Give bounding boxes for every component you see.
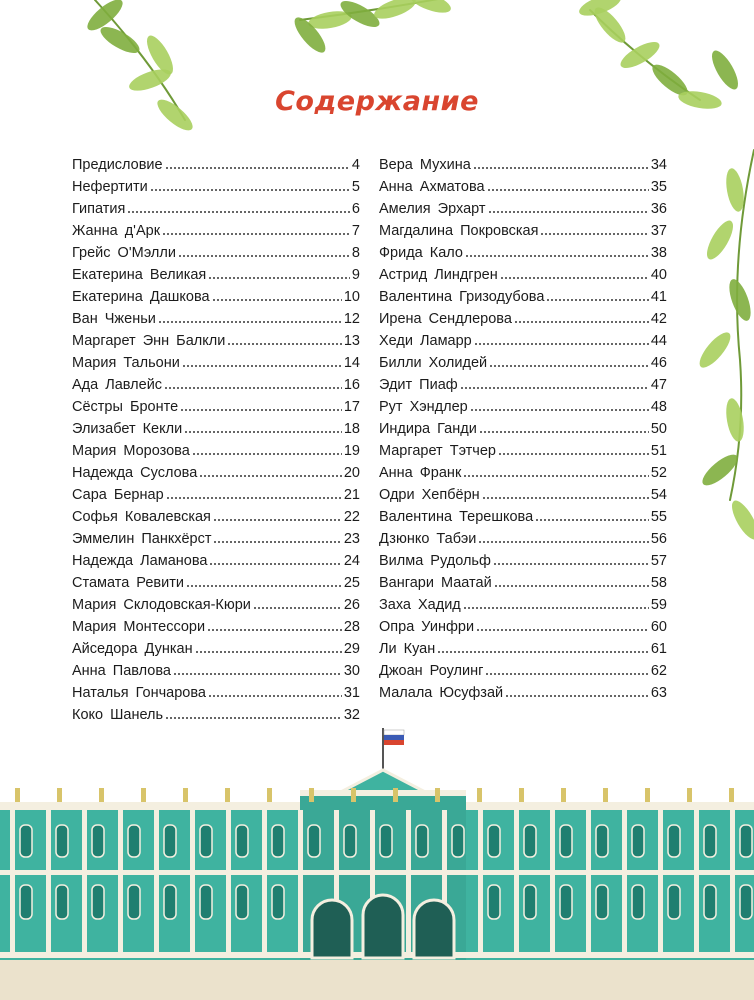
roof-statue: [309, 788, 314, 802]
palace-window: [596, 825, 608, 857]
palace-column: [514, 810, 519, 955]
toc-entry: [72, 682, 360, 704]
toc-leader-dots: [463, 606, 649, 610]
toc-entry-page: 57: [650, 553, 667, 569]
toc-entry-page: 8: [351, 245, 360, 261]
toc-entry-name: Сёстры Бронте: [72, 399, 179, 415]
toc-leader-dots: [482, 496, 649, 500]
palace-column: [478, 810, 483, 955]
leaf-shape: [695, 328, 736, 372]
toc-leader-dots: [208, 694, 342, 698]
roof-statue: [477, 788, 482, 802]
leaf-shape: [723, 167, 746, 213]
toc-entry-name: Дзюнко Табэи: [379, 531, 477, 547]
toc-entry: [72, 308, 360, 330]
toc-entry: [379, 418, 667, 440]
toc-leader-dots: [173, 672, 342, 676]
toc-entry-page: 47: [650, 377, 667, 393]
toc-entry-page: 13: [343, 333, 360, 349]
palace-window: [524, 885, 536, 919]
toc-leader-dots: [470, 408, 649, 412]
toc-entry-page: 52: [650, 465, 667, 481]
toc-entry-name: Рут Хэндлер: [379, 399, 468, 415]
toc-entry: [72, 242, 360, 264]
toc-leader-dots: [127, 210, 350, 214]
toc-entry-name: Валентина Гризодубова: [379, 289, 545, 305]
toc-entry: [379, 198, 667, 220]
toc-entry-page: 58: [650, 575, 667, 591]
toc-entry-name: Мария Тальони: [72, 355, 180, 371]
palace-window: [200, 825, 212, 857]
palace-column: [118, 810, 123, 955]
toc-leader-dots: [473, 166, 649, 170]
toc-entry: [72, 198, 360, 220]
toc-entry-page: 42: [650, 311, 667, 327]
toc-entry-name: Эммелин Панкхёрст: [72, 531, 212, 547]
toc-leader-dots: [498, 452, 649, 456]
toc-entry: [379, 660, 667, 682]
toc-entry-name: Астрид Линдгрен: [379, 267, 498, 283]
toc-leader-dots: [208, 276, 350, 280]
toc-leader-dots: [182, 364, 342, 368]
toc-entry: [72, 550, 360, 572]
palace-window: [236, 885, 248, 919]
toc-leader-dots: [195, 650, 342, 654]
toc-entry-page: 21: [343, 487, 360, 503]
palace-window: [92, 885, 104, 919]
toc-leader-dots: [213, 518, 342, 522]
roof-statue: [687, 788, 692, 802]
palace-window: [704, 885, 716, 919]
toc-leader-dots: [500, 276, 649, 280]
toc-entry-name: Сара Бернар: [72, 487, 164, 503]
toc-entry-name: Надежда Ламанова: [72, 553, 208, 569]
palace-window: [668, 885, 680, 919]
roof-statue: [183, 788, 188, 802]
palace-window: [56, 885, 68, 919]
toc-entry-page: 46: [650, 355, 667, 371]
toc-entry-name: Эдит Пиаф: [379, 377, 458, 393]
toc-entry: [379, 638, 667, 660]
palace-window: [488, 885, 500, 919]
toc-entry-name: Екатерина Великая: [72, 267, 207, 283]
toc-entry: [379, 440, 667, 462]
toc-entry-page: 24: [343, 553, 360, 569]
roof-statue: [15, 788, 20, 802]
toc-leader-dots: [184, 430, 342, 434]
toc-entry-page: 30: [343, 663, 360, 679]
toc-leader-dots: [535, 518, 649, 522]
toc-entry-name: Ли Куан: [379, 641, 436, 657]
roof-statue: [267, 788, 272, 802]
palace-column: [730, 810, 735, 955]
toc-leader-dots: [158, 320, 342, 324]
palace-window: [164, 885, 176, 919]
toc-entry: [379, 220, 667, 242]
toc-entry: [379, 352, 667, 374]
toc-entry-name: Магдалина Покровская: [379, 223, 539, 239]
toc-leader-dots: [476, 628, 649, 632]
toc-entry: [379, 616, 667, 638]
toc-entry-page: 18: [343, 421, 360, 437]
toc-entry: [379, 330, 667, 352]
toc-leader-dots: [460, 386, 649, 390]
toc-entry-name: Жанна д'Арк: [72, 223, 161, 239]
toc-entry: [379, 484, 667, 506]
toc-entry-page: 35: [650, 179, 667, 195]
leaf-shape: [83, 0, 127, 35]
toc-leader-dots: [485, 672, 648, 676]
toc-leader-dots: [178, 254, 350, 258]
toc-entry-name: Мария Морозова: [72, 443, 190, 459]
toc-entry-page: 37: [650, 223, 667, 239]
toc-entry: [72, 506, 360, 528]
toc-entry: [379, 506, 667, 528]
toc-entry: [379, 396, 667, 418]
toc-leader-dots: [494, 584, 649, 588]
toc-entry-page: 63: [650, 685, 667, 701]
palace-column: [406, 810, 411, 955]
toc-entry-page: 50: [650, 421, 667, 437]
toc-entry-page: 6: [351, 201, 360, 217]
palace-window: [56, 825, 68, 857]
toc-entry-page: 7: [351, 223, 360, 239]
toc-entry: [379, 308, 667, 330]
toc-entry: [72, 330, 360, 352]
toc-entry: [72, 352, 360, 374]
palace-window: [236, 825, 248, 857]
toc-entry: [72, 484, 360, 506]
toc-leader-dots: [180, 408, 342, 412]
palace-window: [200, 885, 212, 919]
toc-leader-dots: [540, 232, 648, 236]
toc-entry: [379, 286, 667, 308]
toc-leader-dots: [150, 188, 350, 192]
palace-window: [20, 885, 32, 919]
toc-leader-dots: [437, 650, 649, 654]
palace-column: [298, 810, 303, 955]
toc-entry-name: Стамата Ревити: [72, 575, 184, 591]
leaf-shape: [97, 22, 143, 58]
toc-entry: [379, 154, 667, 176]
toc-entry-name: Надежда Суслова: [72, 465, 198, 481]
toc-entry-page: 60: [650, 619, 667, 635]
toc-entry-page: 55: [650, 509, 667, 525]
toc-entry-page: 23: [343, 531, 360, 547]
toc-leader-dots: [186, 584, 342, 588]
toc-entry: [379, 594, 667, 616]
toc-entry-page: 28: [343, 619, 360, 635]
toc-entry: [72, 154, 360, 176]
toc-entry-name: Анна Франк: [379, 465, 462, 481]
palace-window: [740, 825, 752, 857]
toc-entry-name: Вангари Маатай: [379, 575, 492, 591]
toc-entry-page: 4: [351, 157, 360, 173]
palace-window: [416, 825, 428, 857]
toc-column-right: [379, 154, 667, 704]
toc-entry-page: 59: [650, 597, 667, 613]
toc-entry: [72, 374, 360, 396]
toc-entry-name: Ада Лавлейс: [72, 377, 163, 393]
toc-entry-page: 36: [650, 201, 667, 217]
toc-leader-dots: [209, 562, 341, 566]
toc-entry-page: 31: [343, 685, 360, 701]
palace-window: [128, 885, 140, 919]
toc-entry-name: Екатерина Дашкова: [72, 289, 210, 305]
toc-entry-name: Элизабет Кекли: [72, 421, 183, 437]
toc-entry: [72, 594, 360, 616]
toc-entry-page: 32: [343, 707, 360, 723]
palace-window: [20, 825, 32, 857]
toc-entry: [72, 660, 360, 682]
toc-leader-dots: [479, 430, 649, 434]
leaf-shape: [307, 8, 353, 31]
toc-entry: [72, 286, 360, 308]
toc-entry-name: Мария Склодовская-Кюри: [72, 597, 251, 613]
toc-leader-dots: [478, 540, 649, 544]
toc-entry-name: Маргарет Тэтчер: [379, 443, 496, 459]
toc-entry-name: Одри Хепбёрн: [379, 487, 480, 503]
toc-entry-name: Софья Ковалевская: [72, 509, 211, 525]
roof-statue: [351, 788, 356, 802]
palace-column: [658, 810, 663, 955]
leaf-shape: [590, 3, 631, 47]
toc-entry: [72, 440, 360, 462]
roof-statue: [435, 788, 440, 802]
leaf-shape: [142, 32, 178, 78]
toc-leader-dots: [463, 474, 649, 478]
toc-entry-name: Валентина Терешкова: [379, 509, 534, 525]
toc-leader-dots: [514, 320, 649, 324]
toc-entry: [379, 462, 667, 484]
toc-entry-name: Индира Ганди: [379, 421, 477, 437]
toc-entry-name: Малала Юсуфзай: [379, 685, 504, 701]
palace-window: [632, 885, 644, 919]
toc-leader-dots: [489, 364, 649, 368]
toc-entry-name: Джоан Роулинг: [379, 663, 484, 679]
roof-statue: [393, 788, 398, 802]
toc-leader-dots: [192, 452, 342, 456]
palace-window: [128, 825, 140, 857]
toc-entry: [379, 374, 667, 396]
palace-window: [740, 885, 752, 919]
toc-entry-page: 56: [650, 531, 667, 547]
toc-entry-page: 51: [650, 443, 667, 459]
palace-column: [10, 810, 15, 955]
toc-entry-name: Гипатия: [72, 201, 126, 217]
toc-leader-dots: [166, 496, 342, 500]
roof-statue: [57, 788, 62, 802]
toc-entry-name: Маргарет Энн Балкли: [72, 333, 226, 349]
toc-entry: [379, 176, 667, 198]
toc-entry-name: Предисловие: [72, 157, 163, 173]
toc-entry-page: 44: [650, 333, 667, 349]
toc-entry-page: 17: [343, 399, 360, 415]
palace-column: [226, 810, 231, 955]
toc-entry-page: 54: [650, 487, 667, 503]
toc-entry-name: Наталья Гончарова: [72, 685, 206, 701]
roof-statue: [519, 788, 524, 802]
leaf-shape: [617, 37, 663, 73]
toc-entry-page: 38: [650, 245, 667, 261]
toc-entry-name: Коко Шанель: [72, 707, 164, 723]
leaf-shape: [727, 497, 754, 543]
leaf-shape: [372, 0, 419, 23]
leaf-shape: [577, 0, 624, 20]
palace-column: [262, 810, 267, 955]
toc-entry-page: 48: [650, 399, 667, 415]
toc-entry: [72, 264, 360, 286]
toc-entry-name: Мария Монтессори: [72, 619, 206, 635]
toc-entry-page: 26: [343, 597, 360, 613]
palace-window: [524, 825, 536, 857]
toc-entry-page: 10: [343, 289, 360, 305]
toc-entry-page: 61: [650, 641, 667, 657]
toc-leader-dots: [227, 342, 342, 346]
toc-entry: [72, 616, 360, 638]
page-title: Содержание: [275, 86, 479, 117]
toc-leader-dots: [213, 540, 341, 544]
toc-entry: [72, 418, 360, 440]
toc-entry-page: 5: [351, 179, 360, 195]
roof-statue: [99, 788, 104, 802]
toc-leader-dots: [164, 386, 342, 390]
toc-entry-page: 40: [650, 267, 667, 283]
palace-window: [668, 825, 680, 857]
toc-leader-dots: [207, 628, 342, 632]
toc-entry: [72, 220, 360, 242]
roof-statue: [141, 788, 146, 802]
toc-entry-page: 9: [351, 267, 360, 283]
toc-entry: [72, 396, 360, 418]
palace-column: [154, 810, 159, 955]
roof-statue: [645, 788, 650, 802]
toc-entry-page: 14: [343, 355, 360, 371]
toc-entry-name: Вера Мухина: [379, 157, 471, 173]
toc-entry-page: 19: [343, 443, 360, 459]
toc-column-left: [72, 154, 360, 726]
toc-entry-name: Опра Уинфри: [379, 619, 475, 635]
roof-statue: [603, 788, 608, 802]
toc-entry-page: 12: [343, 311, 360, 327]
toc-entry-name: Айседора Дункан: [72, 641, 193, 657]
toc-entry-page: 16: [343, 377, 360, 393]
palace-window: [560, 885, 572, 919]
palace-window: [308, 825, 320, 857]
leaf-shape: [702, 217, 738, 263]
toc-entry: [72, 462, 360, 484]
palace-window: [380, 825, 392, 857]
toc-entry-name: Заха Хадид: [379, 597, 461, 613]
toc-entry-name: Амелия Эрхарт: [379, 201, 486, 217]
palace-window: [704, 825, 716, 857]
palace-window: [272, 885, 284, 919]
toc-leader-dots: [253, 606, 342, 610]
palace-column: [622, 810, 627, 955]
toc-leader-dots: [474, 342, 649, 346]
leaf-shape: [337, 0, 383, 32]
toc-entry: [72, 176, 360, 198]
toc-entry: [379, 528, 667, 550]
toc-entry-page: 22: [343, 509, 360, 525]
toc-leader-dots: [488, 210, 649, 214]
toc-entry: [379, 242, 667, 264]
toc-leader-dots: [162, 232, 350, 236]
toc-leader-dots: [546, 298, 648, 302]
leaf-shape: [407, 0, 454, 17]
toc-entry-name: Нефертити: [72, 179, 148, 195]
leaf-shape: [290, 13, 331, 57]
toc-entry-name: Вилма Рудольф: [379, 553, 491, 569]
toc-entry-name: Фрида Кало: [379, 245, 463, 261]
palace-window: [344, 825, 356, 857]
palace-column: [46, 810, 51, 955]
palace-window: [452, 825, 464, 857]
palace-column: [586, 810, 591, 955]
palace-column: [82, 810, 87, 955]
toc-entry: [379, 572, 667, 594]
toc-entry: [72, 638, 360, 660]
toc-entry-name: Хеди Ламарр: [379, 333, 472, 349]
toc-entry: [379, 264, 667, 286]
winter-palace-illustration: [0, 720, 754, 1000]
toc-entry: [72, 572, 360, 594]
toc-leader-dots: [199, 474, 342, 478]
toc-leader-dots: [165, 166, 350, 170]
palace-window: [632, 825, 644, 857]
toc-entry: [72, 528, 360, 550]
toc-entry-page: 41: [650, 289, 667, 305]
leaf-shape: [723, 397, 746, 443]
roof-statue: [225, 788, 230, 802]
palace-window: [488, 825, 500, 857]
toc-entry-name: Ван Чженьи: [72, 311, 156, 327]
toc-entry-name: Анна Павлова: [72, 663, 171, 679]
palace-window: [164, 825, 176, 857]
roof-statue: [729, 788, 734, 802]
toc-leader-dots: [493, 562, 649, 566]
toc-entry-name: Ирена Сендлерова: [379, 311, 512, 327]
toc-leader-dots: [505, 694, 649, 698]
leaf-shape: [698, 450, 742, 491]
toc-entry-page: 34: [650, 157, 667, 173]
toc-entry-page: 25: [343, 575, 360, 591]
palace-window: [560, 825, 572, 857]
toc-entry: [379, 682, 667, 704]
leaf-shape: [725, 277, 754, 324]
palace-window: [272, 825, 284, 857]
palace-column: [550, 810, 555, 955]
toc-entry-name: Билли Холидей: [379, 355, 488, 371]
palace-column: [190, 810, 195, 955]
toc-entry: [379, 550, 667, 572]
toc-leader-dots: [212, 298, 342, 302]
palace-window: [92, 825, 104, 857]
toc-leader-dots: [465, 254, 649, 258]
toc-entry-page: 62: [650, 663, 667, 679]
toc-leader-dots: [487, 188, 649, 192]
toc-entry-page: 29: [343, 641, 360, 657]
toc-entry-name: Грейс О'Мэлли: [72, 245, 176, 261]
roof-statue: [561, 788, 566, 802]
palace-column: [694, 810, 699, 955]
palace-window: [596, 885, 608, 919]
toc-entry-name: Анна Ахматова: [379, 179, 485, 195]
toc-entry-page: 20: [343, 465, 360, 481]
